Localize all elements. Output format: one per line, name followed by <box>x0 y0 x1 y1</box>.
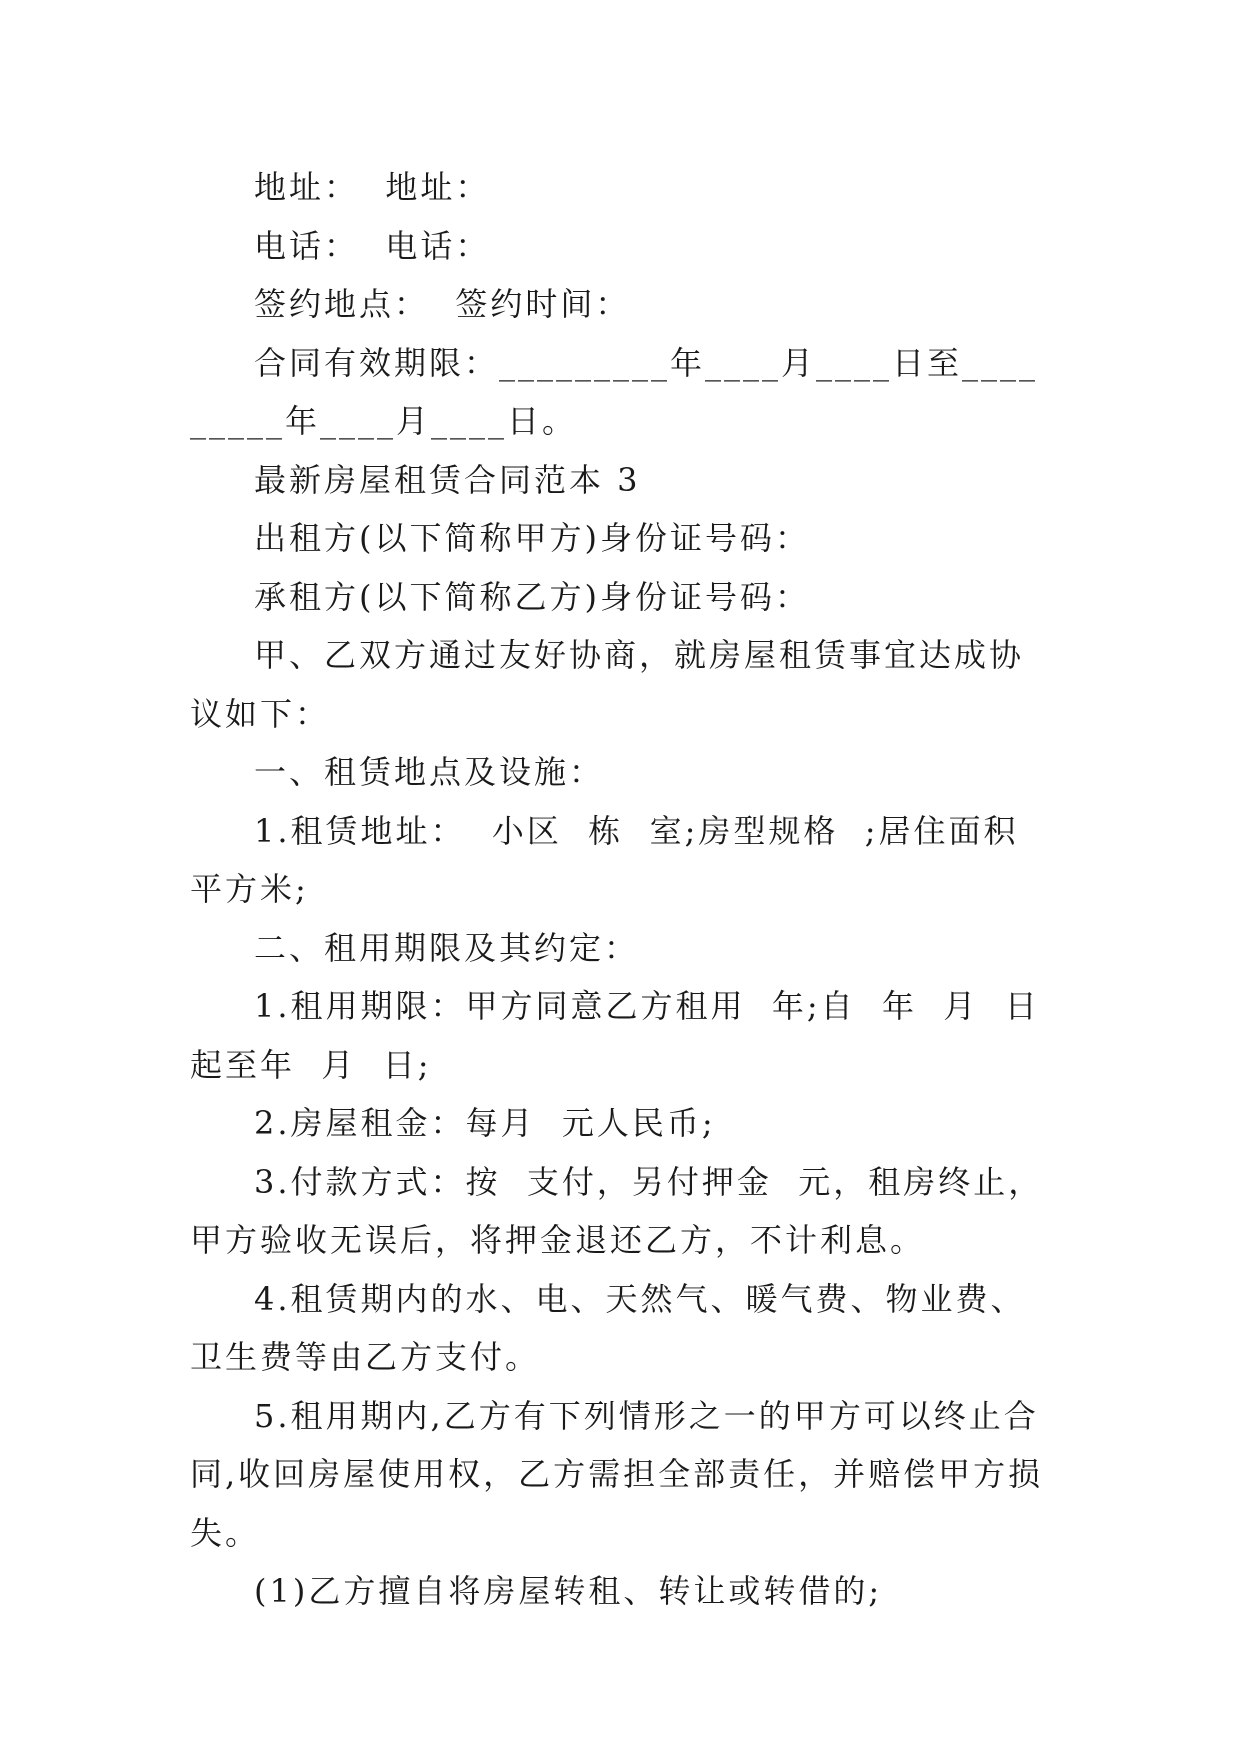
heading-term-agreement: 二、租用期限及其约定： <box>254 928 640 967</box>
lessee-id-line: 承租方(以下简称乙方)身份证号码： <box>254 577 810 616</box>
clause-sublease: (1)乙方擅自将房屋转租、转让或转借的; <box>254 1572 883 1610</box>
document-page <box>190 158 1050 1621</box>
clause-payment-method: 3.付款方式：按 支付，另付押金 元，租房终止，甲方验收无误后，将押金退还乙方，不计利息。 <box>190 1162 1044 1259</box>
clause-rent: 2.房屋租金：每月 元人民币; <box>254 1104 716 1142</box>
section-title: 最新房屋租赁合同范本 3 <box>254 460 641 499</box>
heading-location-facilities: 一、租赁地点及设施： <box>254 753 605 791</box>
clause-utilities: 4.租赁期内的水、电、天然气、暖气费、物业费、卫生费等由乙方支付。 <box>190 1279 1026 1376</box>
phone-line: 电话： 电话： <box>254 226 491 265</box>
agreement-intro: 甲、乙双方通过友好协商，就房屋租赁事宜达成协议如下： <box>190 636 1025 733</box>
clause-rental-term: 1.租用期限：甲方同意乙方租用 年;自 年 月 日起至年 月 日; <box>190 987 1040 1084</box>
clause-termination: 5.租用期内,乙方有下列情形之一的甲方可以终止合同,收回房屋使用权，乙方需担全部责任，并赔偿甲方损失。 <box>190 1396 1044 1552</box>
address-line: 地址： 地址： <box>254 168 491 206</box>
lessor-id-line: 出租方(以下简称甲方)身份证号码： <box>254 519 810 557</box>
contract-validity-line: 合同有效期限：_________年____月____日至_________年____月____日。 <box>190 343 1039 440</box>
signing-place-time-line: 签约地点： 签约时间： <box>254 285 631 323</box>
clause-rental-address: 1.租赁地址： 小区 栋 室;房型规格 ;居住面积平方米; <box>190 811 1019 908</box>
